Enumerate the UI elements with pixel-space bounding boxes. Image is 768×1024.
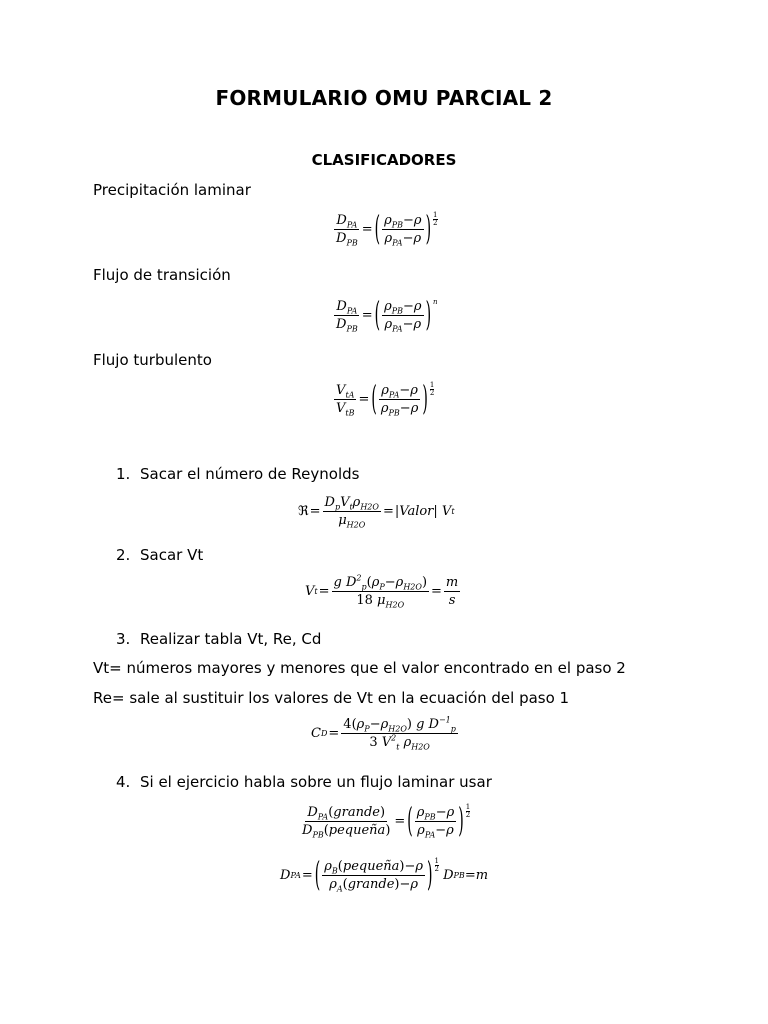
formula-vt: V t = $\frac{g D^2_p(\rho_P-\rho_{H2O})}{18 \mu_{H2O}}$ = $\frac{m}{s}$ — [305, 573, 459, 610]
label-transicion: Flujo de transición — [93, 266, 231, 284]
section-heading: CLASIFICADORES — [311, 151, 457, 169]
formula-transicion: $\frac{D_{PA}}{D_{PB}}$ = ( $\frac{\rho_{PB}-\rho}{\rho_{PA}-\rho}$ ) n — [336, 296, 438, 335]
step-3: 3. Realizar tabla Vt, Re, Cd — [116, 630, 322, 648]
formula-dpa: D PA = ( $\frac{\rho_B(pequeña)-\rho}{\rho_A(grande)-\rho}$ ) 1 2 D PB =m — [280, 856, 489, 895]
label-laminar: Precipitación laminar — [93, 181, 251, 199]
formula-turbulento: $\frac{V_{tA}}{V_{tB}}$ = ( $\frac{\rho_{PA}-\rho}{\rho_{PB}-\rho}$ ) 1 2 — [336, 380, 435, 419]
note-vt: Vt= números mayores y menores que el valor encontrado en el paso 2 — [93, 659, 626, 677]
note-re: Re= sale al sustituir los valores de Vt en la ecuación del paso 1 — [93, 689, 570, 707]
step-1: 1. Sacar el número de Reynolds — [116, 465, 360, 483]
formula-laminar: $\frac{D_{PA}}{D_{PB}}$ = ( $\frac{\rho_{PB}-\rho}{\rho_{PA}-\rho}$ ) 1 2 — [336, 210, 438, 249]
label-turbulento: Flujo turbulento — [93, 351, 212, 369]
formula-laminar-ratio: $\frac{D_{PA}(grande)}{D_{PB}(pequeña)}$ = ( $\frac{\rho_{PB}-\rho}{\rho_{PA}-\rho}$ ) 1 2 — [302, 802, 471, 841]
page-title: FORMULARIO OMU PARCIAL 2 — [215, 86, 553, 110]
formula-reynolds: ℜ = $\frac{D_pV_t\rho_{H2O}}{\mu_{H2O}}$ = | Valor | V t — [298, 495, 455, 530]
step-2: 2. Sacar Vt — [116, 546, 204, 564]
step-4: 4. Si el ejercicio habla sobre un flujo laminar usar — [116, 773, 492, 791]
formula-cd: C D = $\frac{4(\rho_P-\rho_{H2O}) g D^{-1}_p}{3 V^2_t \rho_{H2O}}$ — [311, 715, 456, 752]
